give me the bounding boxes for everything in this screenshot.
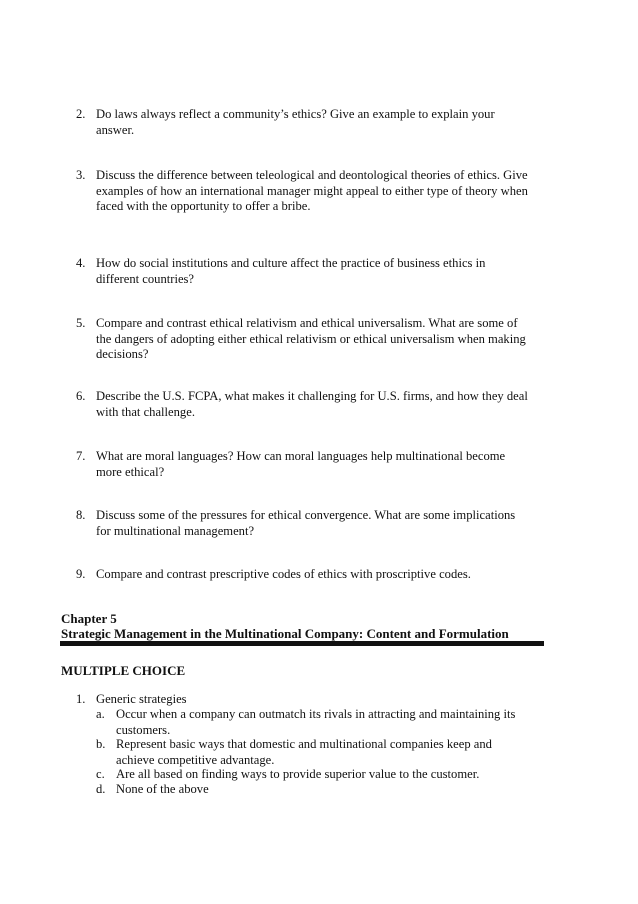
option-line: None of the above [116, 782, 209, 796]
question-number: 6. [76, 389, 86, 403]
question-line: decisions? [96, 347, 149, 361]
question-line: more ethical? [96, 464, 165, 479]
question-text [96, 567, 551, 583]
question-text [96, 107, 551, 138]
question-text [96, 449, 551, 480]
question-line: answer. [96, 122, 135, 137]
option-letter: c. [96, 767, 105, 781]
question-line: examples of how an international manager might appeal to either type of theory when [96, 183, 528, 198]
question-number: 9. [76, 567, 86, 581]
option-letter: d. [96, 782, 106, 796]
section-heading: MULTIPLE CHOICE [61, 663, 186, 678]
question-text [96, 389, 551, 420]
question-number: 2. [76, 107, 86, 121]
option-letter: a. [96, 707, 105, 721]
question-line: the dangers of adopting either ethical relativism or ethical universalism when making [96, 331, 526, 346]
question-number: 7. [76, 449, 86, 463]
option-line: customers. [116, 722, 171, 737]
question-line: Compare and contrast prescriptive codes of ethics with proscriptive codes. [96, 567, 471, 581]
question-number: 3. [76, 168, 86, 182]
question-line: Discuss some of the pressures for ethical convergence. What are some implications [96, 508, 516, 522]
question-number: 8. [76, 508, 86, 522]
question-text [96, 256, 551, 287]
question-text [96, 168, 551, 215]
option-line: Occur when a company can outmatch its rivals in attracting and maintaining its [116, 707, 516, 721]
question-number: 1. [76, 692, 86, 706]
question-line: for multinational management? [96, 523, 255, 538]
question-line: faced with the opportunity to offer a bribe. [96, 199, 311, 213]
chapter-title: Strategic Management in the Multinational Company: Content and Formulation [61, 626, 509, 641]
option-text [116, 737, 536, 768]
option-line: Represent basic ways that domestic and multinational companies keep and [116, 737, 492, 751]
option-line: Are all based on finding ways to provide superior value to the customer. [116, 767, 480, 781]
question-line: Compare and contrast ethical relativism and ethical universalism. What are some of [96, 316, 518, 330]
question-line: Describe the U.S. FCPA, what makes it challenging for U.S. firms, and how they deal [96, 389, 528, 403]
question-number: 4. [76, 256, 86, 270]
chapter-divider [60, 641, 544, 646]
chapter-label: Chapter 5 [61, 611, 117, 626]
question-text [96, 316, 551, 363]
option-line: achieve competitive advantage. [116, 752, 275, 767]
option-text [116, 767, 536, 783]
question-stem: Generic strategies [96, 692, 187, 706]
question-line: different countries? [96, 271, 195, 286]
option-text [116, 782, 536, 798]
question-line: Do laws always reflect a community’s ethics? Give an example to explain your [96, 107, 495, 121]
question-text [96, 508, 551, 539]
question-line: Discuss the difference between teleological and deontological theories of ethics. Give [96, 168, 528, 182]
option-letter: b. [96, 737, 106, 751]
option-text [116, 707, 536, 738]
question-number: 5. [76, 316, 86, 330]
question-line: What are moral languages? How can moral languages help multinational become [96, 449, 506, 463]
question-line: with that challenge. [96, 404, 195, 419]
question-line: How do social institutions and culture affect the practice of business ethics in [96, 256, 486, 270]
